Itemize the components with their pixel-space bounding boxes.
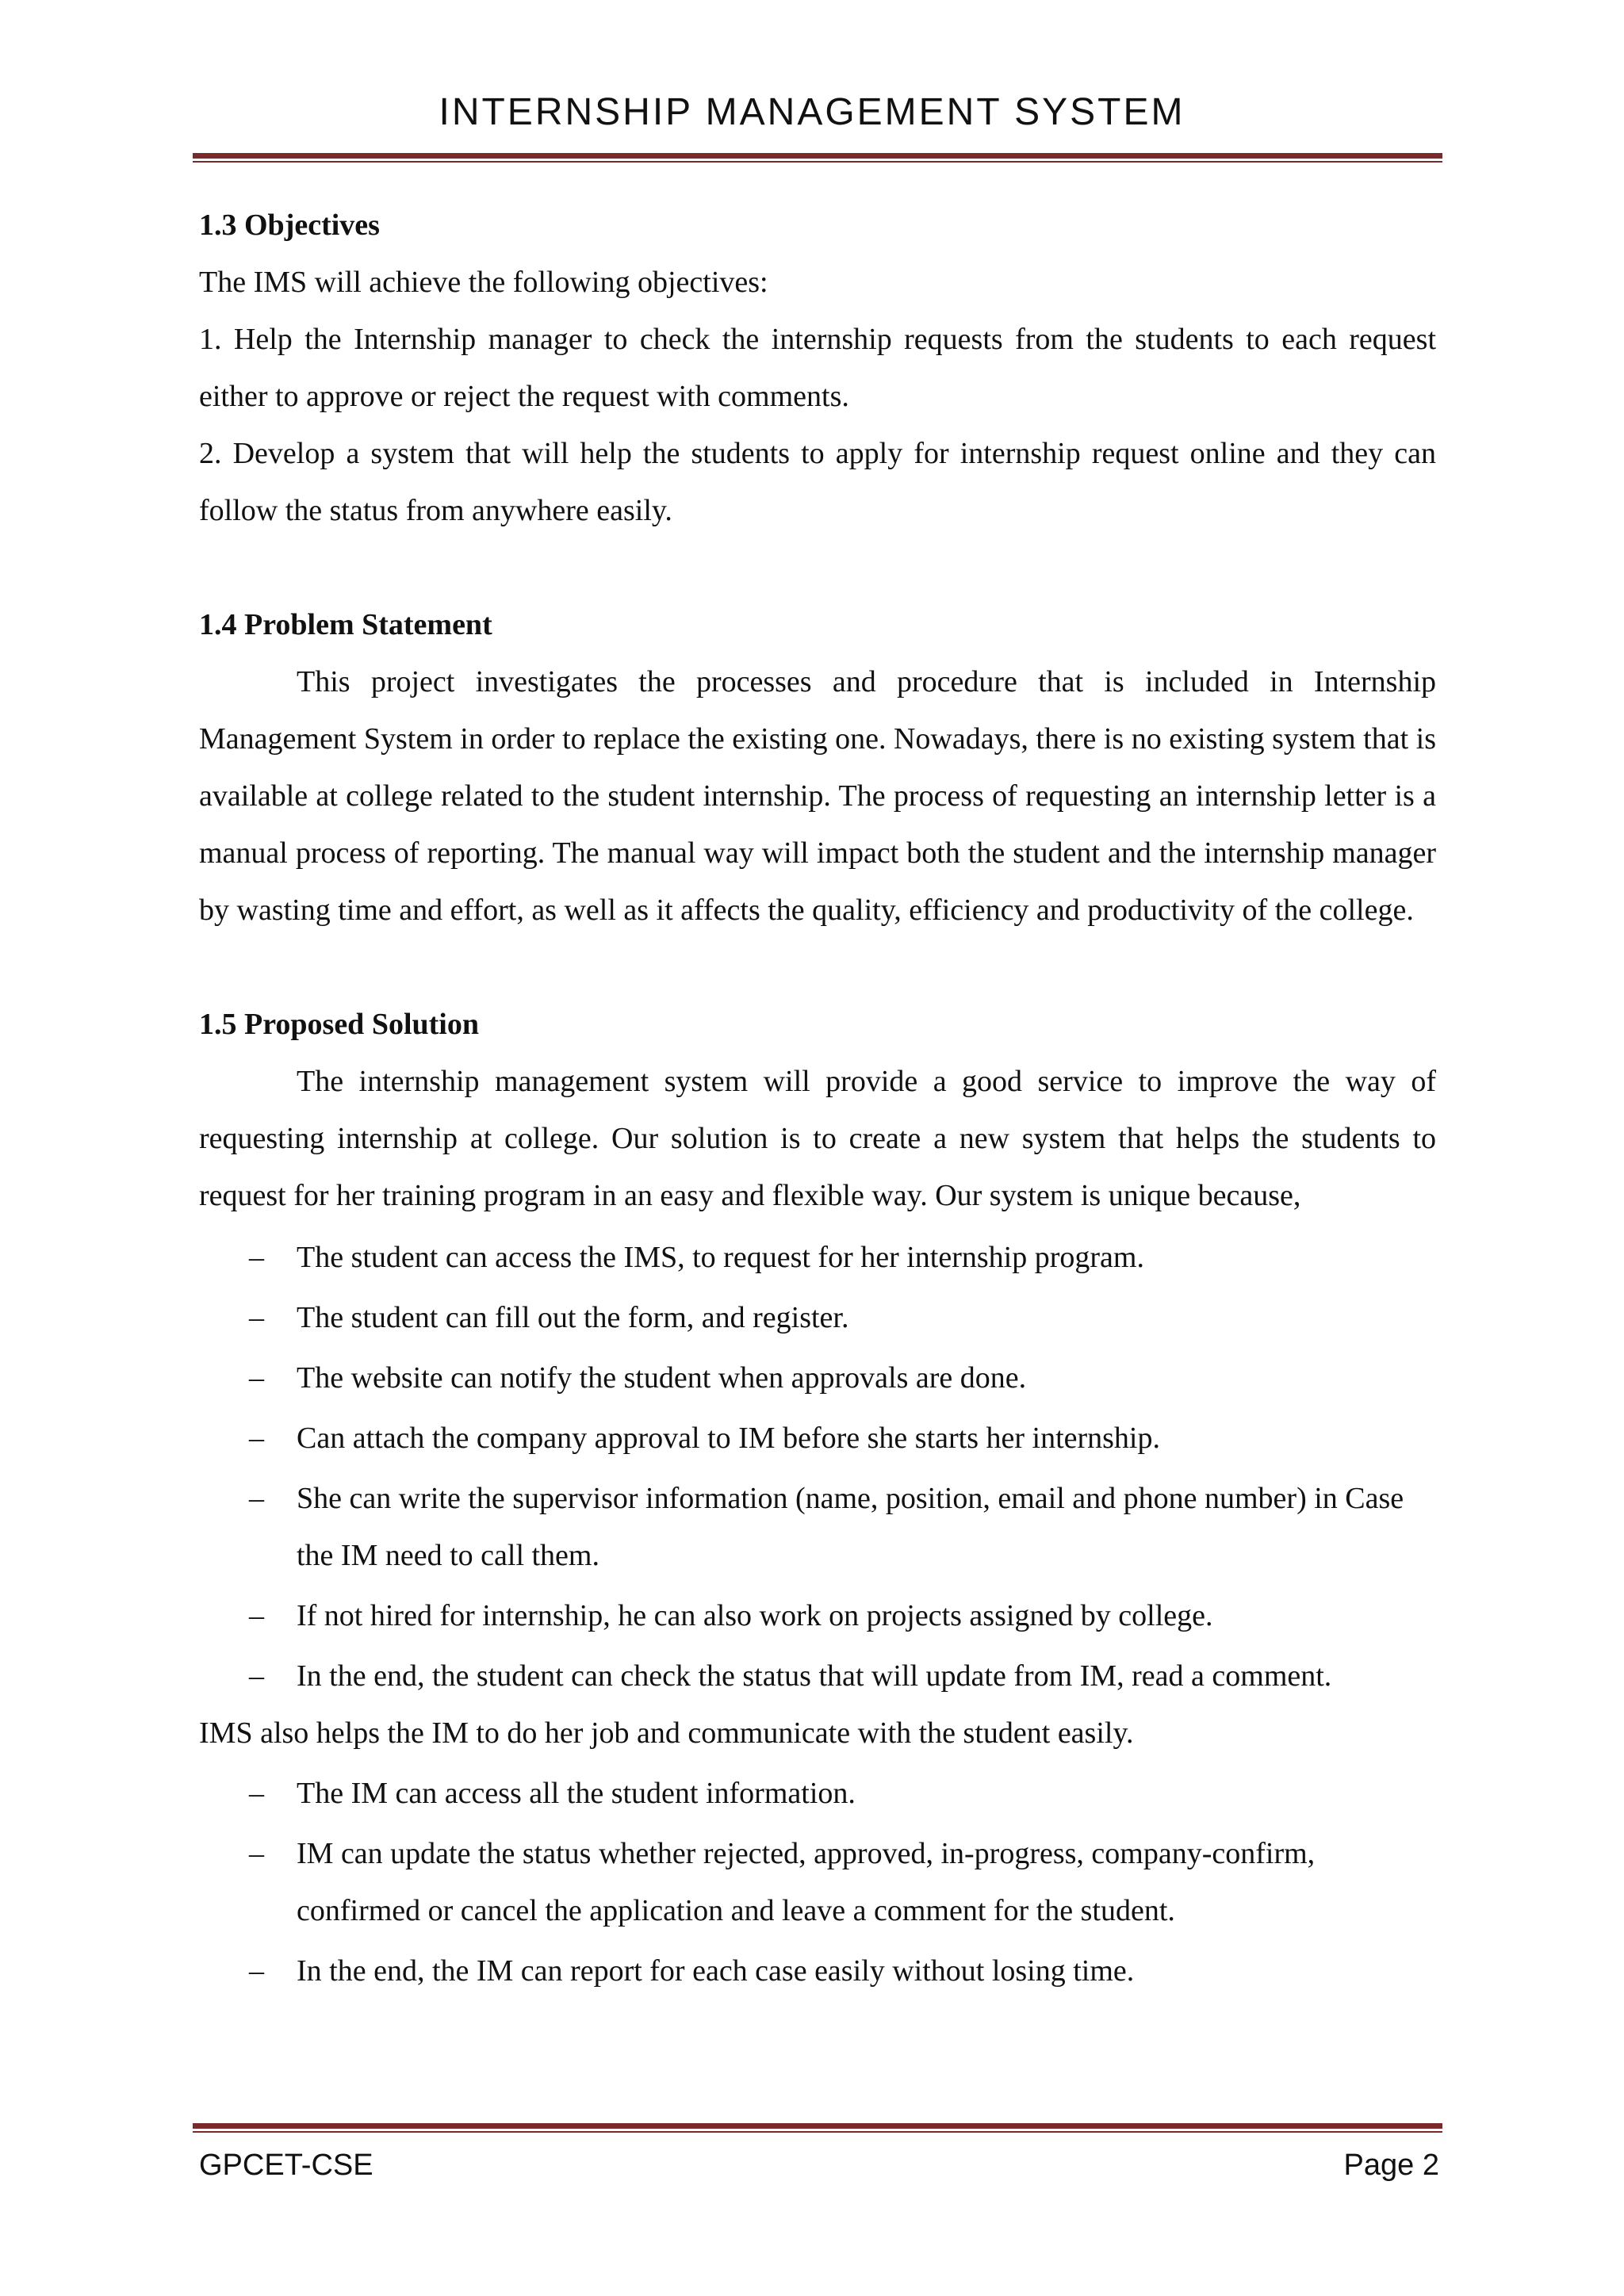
list-item-text: In the end, the IM can report for each case easily without losing time. <box>297 1954 1135 1988</box>
dash-bullet: – <box>249 1659 264 1693</box>
dash-bullet: – <box>249 1837 264 1870</box>
problem-heading: 1.4 Problem Statement <box>199 608 492 641</box>
list-item-text: The student can fill out the form, and register. <box>297 1301 849 1334</box>
list-item-text: The website can notify the student when approvals are done. <box>297 1361 1027 1395</box>
page-content <box>199 197 1436 1999</box>
list-item <box>199 1349 1436 1406</box>
dash-bullet: – <box>249 1954 264 1988</box>
header-rule <box>193 153 1442 163</box>
dash-bullet: – <box>249 1777 264 1810</box>
list-item <box>199 1289 1436 1346</box>
dash-bullet: – <box>249 1301 264 1334</box>
problem-paragraph: This project investigates the processes and procedure that is included in Internship Management System in order to replace the existing one. Nowadays, there is no existing system that is available at college related to the student internship. The process of requesting an internship letter is a manual process of reporting. The manual way will impact both the student and the internship manager by wasting time and effort, as well as it affects the quality, efficiency and productivity of the college. <box>199 665 1436 927</box>
objectives-heading: 1.3 Objectives <box>199 209 380 242</box>
list-item-text: In the end, the student can check the status that will update from IM, read a comment. <box>297 1659 1332 1693</box>
list-item <box>199 1825 1436 1939</box>
dash-bullet: – <box>249 1599 264 1632</box>
list-item-text: The student can access the IMS, to request for her internship program. <box>297 1241 1144 1274</box>
list-item <box>199 1765 1436 1822</box>
footer-rule <box>193 2123 1442 2133</box>
list-item-text: She can write the supervisor information (name, position, email and phone number) in Case the IM need to call them. <box>297 1482 1404 1572</box>
list-item <box>199 1587 1436 1644</box>
im-intro-paragraph: IMS also helps the IM to do her job and communicate with the student easily. <box>199 1716 1134 1750</box>
footer-page-number: Page 2 <box>1343 2149 1439 2182</box>
objectives-intro: The IMS will achieve the following objectives: <box>199 266 768 299</box>
list-item <box>199 1647 1436 1705</box>
list-item <box>199 1229 1436 1286</box>
page-header-title: INTERNSHIP MANAGEMENT SYSTEM <box>439 91 1185 133</box>
footer-department: GPCET-CSE <box>199 2149 373 2182</box>
list-item-text: If not hired for internship, he can also work on projects assigned by college. <box>297 1599 1213 1632</box>
objective-item: 2. Develop a system that will help the students to apply for internship request online and they can follow the status from anywhere easily. <box>199 437 1436 527</box>
solution-heading: 1.5 Proposed Solution <box>199 1008 479 1041</box>
objective-item: 1. Help the Internship manager to check the internship requests from the students to each request either to approve or reject the request with comments. <box>199 323 1436 413</box>
dash-bullet: – <box>249 1482 264 1515</box>
solution-paragraph: The internship management system will provide a good service to improve the way of requesting internship at college. Our solution is to create a new system that helps the students to request for her training program in an easy and flexible way. Our system is unique because, <box>199 1065 1436 1212</box>
dash-bullet: – <box>249 1361 264 1395</box>
list-item-text: IM can update the status whether rejected, approved, in-progress, company-confirm, confirmed or cancel the application and leave a comment for the student. <box>297 1837 1316 1927</box>
dash-bullet: – <box>249 1422 264 1455</box>
list-item-text: Can attach the company approval to IM before she starts her internship. <box>297 1422 1160 1455</box>
list-item <box>199 1942 1436 1999</box>
list-item <box>199 1470 1436 1584</box>
list-item-text: The IM can access all the student information. <box>297 1777 856 1810</box>
dash-bullet: – <box>249 1241 264 1274</box>
list-item <box>199 1410 1436 1467</box>
